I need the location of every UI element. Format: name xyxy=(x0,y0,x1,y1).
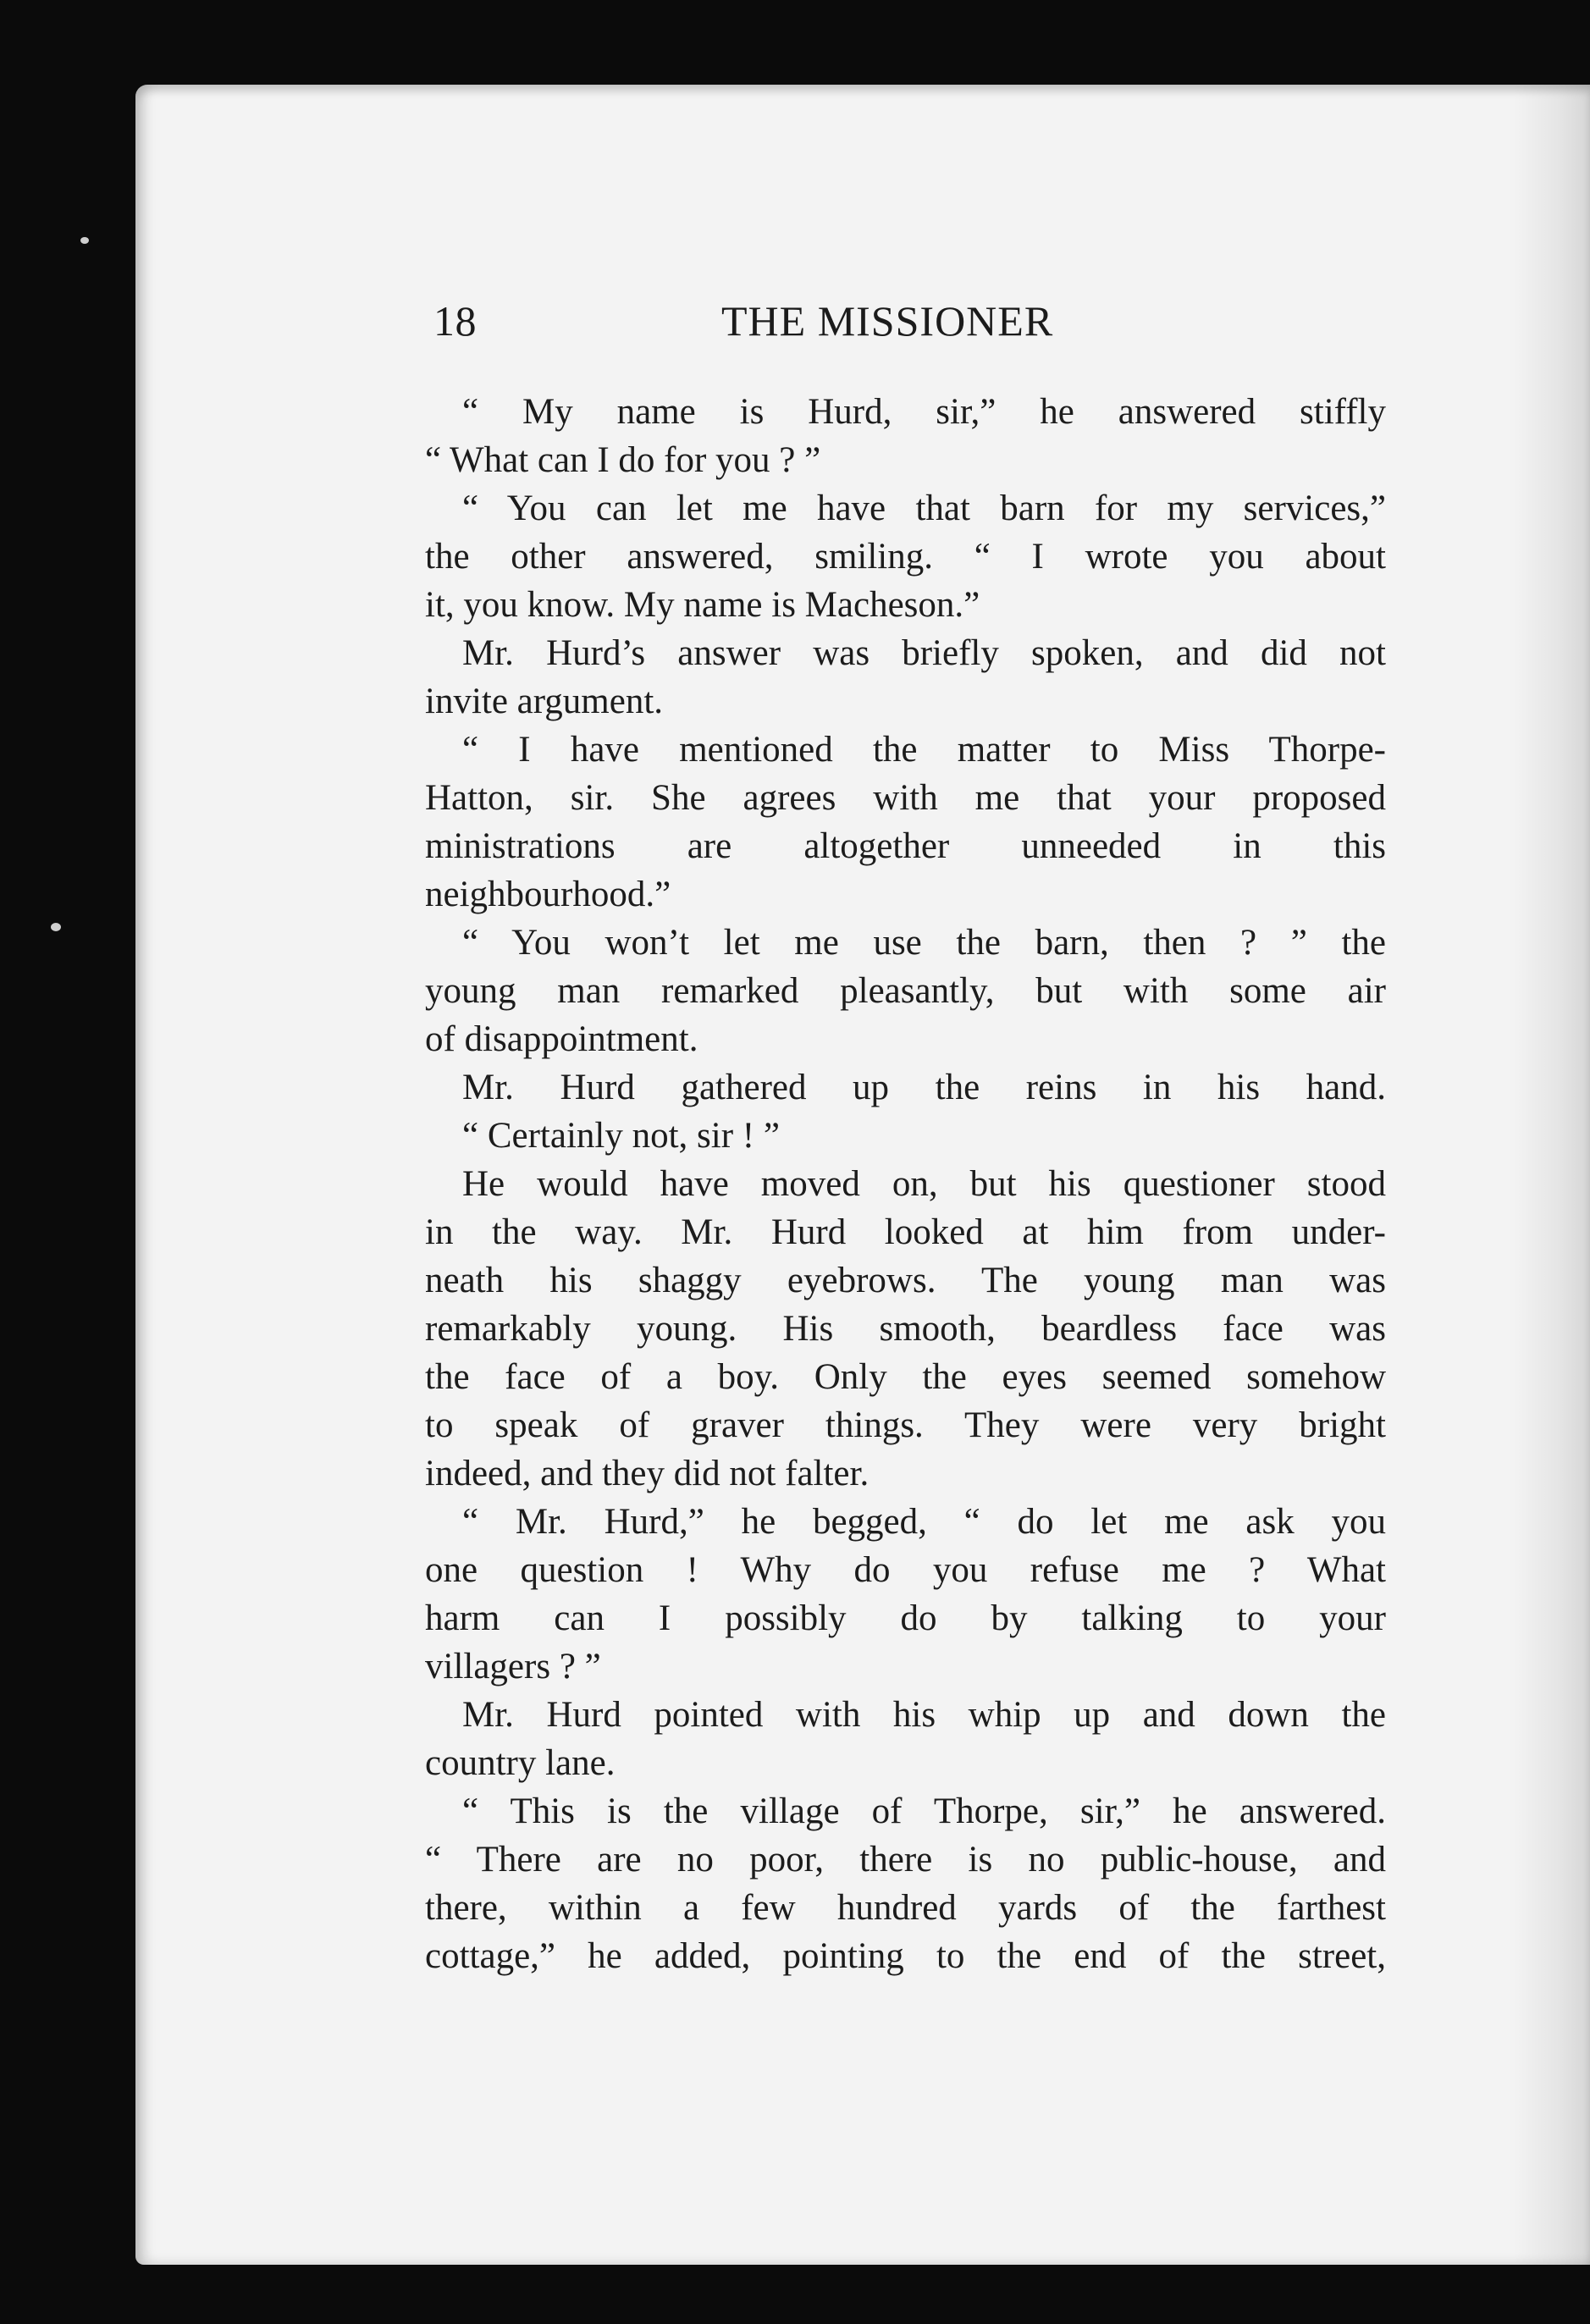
text-line: “ You can let me have that barn for my services,” xyxy=(462,489,1386,528)
text-line: country lane. xyxy=(425,1743,616,1783)
text-line: there, within a few hundred yards of the farthest xyxy=(425,1888,1386,1928)
dust-speck xyxy=(51,923,61,931)
text-line: young man remarked pleasantly, but with some air xyxy=(425,971,1386,1011)
text-line: invite argument. xyxy=(425,682,664,721)
text-line: Mr. Hurd pointed with his whip up and down the xyxy=(462,1695,1386,1735)
text-line: neath his shaggy eyebrows. The young man was xyxy=(425,1261,1386,1300)
text-line: it, you know. My name is Macheson.” xyxy=(425,585,980,625)
text-line: “ What can I do for you ? ” xyxy=(425,440,821,480)
text-line: He would have moved on, but his questioner stood xyxy=(462,1164,1386,1204)
text-line: “ I have mentioned the matter to Miss Thorpe- xyxy=(462,730,1386,770)
text-line: the other answered, smiling. “ I wrote you about xyxy=(425,537,1386,577)
page-number: 18 xyxy=(433,297,477,345)
text-line: ministrations are altogether unneeded in this xyxy=(425,826,1386,866)
text-line: indeed, and they did not falter. xyxy=(425,1454,870,1493)
text-line: “ My name is Hurd, sir,” he answered stiffly xyxy=(462,392,1386,432)
text-line: “ Mr. Hurd,” he begged, “ do let me ask you xyxy=(462,1502,1386,1542)
text-line: in the way. Mr. Hurd looked at him from under- xyxy=(425,1212,1386,1252)
page-gutter-shadow xyxy=(1514,85,1590,2265)
text-line: to speak of graver things. They were very bright xyxy=(425,1405,1386,1445)
text-line: harm can I possibly do by talking to your xyxy=(425,1598,1386,1638)
text-line: “ Certainly not, sir ! ” xyxy=(462,1116,780,1156)
text-line: “ There are no poor, there is no public-house, and xyxy=(425,1840,1386,1880)
text-line: the face of a boy. Only the eyes seemed somehow xyxy=(425,1357,1386,1397)
text-line: cottage,” he added, pointing to the end of the street, xyxy=(425,1936,1386,1976)
text-line: Mr. Hurd gathered up the reins in his hand. xyxy=(462,1068,1386,1107)
running-title: THE MISSIONER xyxy=(721,297,1054,345)
text-line: neighbourhood.” xyxy=(425,875,671,914)
text-line: “ You won’t let me use the barn, then ? ” the xyxy=(462,923,1386,963)
dust-speck xyxy=(80,237,89,244)
text-line: of disappointment. xyxy=(425,1019,698,1059)
text-line: villagers ? ” xyxy=(425,1647,601,1686)
text-line: one question ! Why do you refuse me ? What xyxy=(425,1550,1386,1590)
page-header xyxy=(433,296,1386,347)
body-text xyxy=(425,388,1386,1980)
text-line: Hatton, sir. She agrees with me that your proposed xyxy=(425,778,1386,818)
text-line: “ This is the village of Thorpe, sir,” he answered. xyxy=(462,1791,1386,1831)
text-line: Mr. Hurd’s answer was briefly spoken, and did not xyxy=(462,633,1386,673)
text-line: remarkably young. His smooth, beardless face was xyxy=(425,1309,1386,1349)
